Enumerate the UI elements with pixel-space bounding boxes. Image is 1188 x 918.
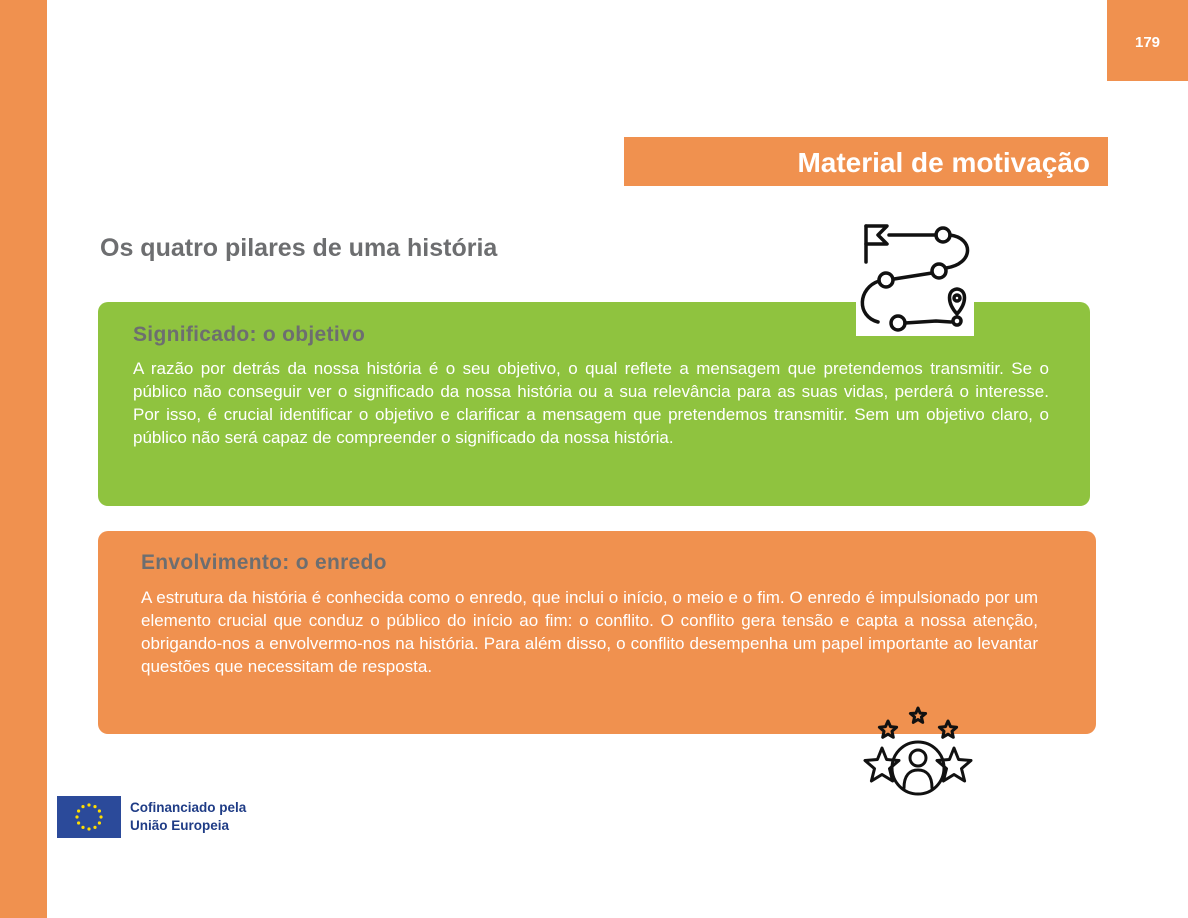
page-title: Os quatro pilares de uma história bbox=[100, 234, 498, 262]
eu-flag-icon bbox=[57, 796, 121, 838]
journey-path-icon bbox=[856, 218, 974, 336]
page-number: 179 bbox=[1107, 0, 1188, 81]
pillar-body: A estrutura da história é conhecida como o enredo, que inclui o início, o meio e o fim. O enredo é impulsionado por um elemento crucial que conduz o público do início ao fim: o conflito. O conflito gera tensão e capta a nossa atenção, obrigando-nos a envolvermo-nos na história. Para além disso, o conflito desempenha um papel importante ao levantar questões que necessitam de resposta. bbox=[141, 588, 1038, 676]
pillar-body: A razão por detrás da nossa história é o seu objetivo, o qual reflete a mensagem que pretendemos transmitir. Se o público não conseguir ver o significado da nossa história ou a sua relevância para as suas vidas, perderá o interesse. Por isso, é crucial identificar o objetivo e clarificar a mensagem que pretendemos transmitir. Sem um objetivo claro, o público não será capaz de compreender o significado da nossa história. bbox=[133, 359, 1049, 447]
section-title: Material de motivação bbox=[624, 137, 1108, 186]
left-accent-bar bbox=[0, 0, 47, 918]
pillar-heading: Envolvimento: o enredo bbox=[141, 551, 387, 574]
pillar-heading: Significado: o objetivo bbox=[133, 323, 366, 346]
eu-label-line2: União Europeia bbox=[130, 818, 230, 833]
person-stars-icon bbox=[852, 704, 984, 816]
eu-cofunding-label bbox=[130, 799, 246, 835]
eu-label-line1: Cofinanciado pela bbox=[130, 800, 247, 815]
